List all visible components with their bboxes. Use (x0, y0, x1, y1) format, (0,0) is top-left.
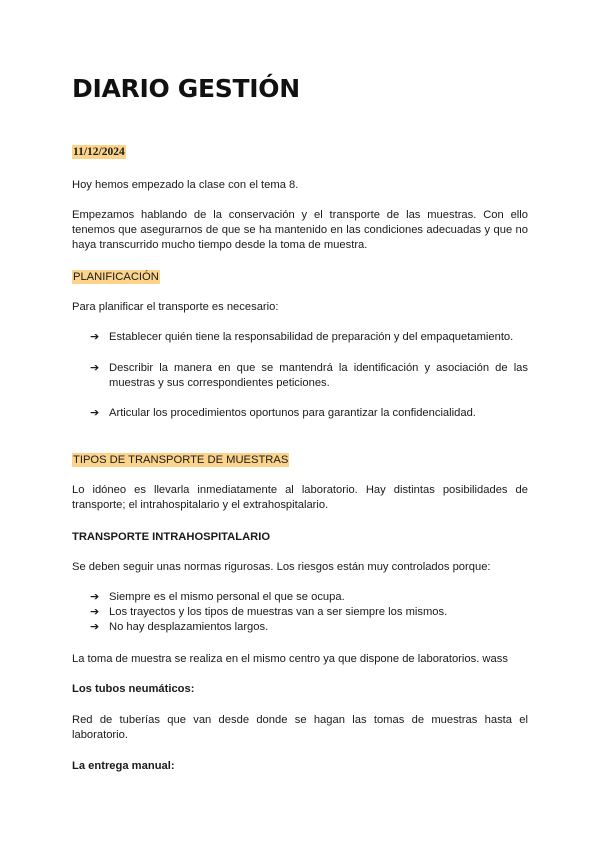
tubos-paragraph: Red de tuberías que van desde donde se hagan las tomas de muestras hasta el laboratorio. (72, 714, 528, 741)
list-item (90, 590, 528, 605)
subheading-tubos-neumaticos: Los tubos neumáticos: (72, 683, 195, 695)
date-highlight: 11/12/2024 (73, 146, 125, 158)
arrow-right-icon: ➔ (90, 621, 100, 633)
list-item-text: Los trayectos y los tipos de muestras van a ser siempre los mismos. (109, 606, 448, 618)
list-item (90, 620, 528, 635)
list-item-text: Articular los procedimientos oportunos para garantizar la confidencialidad. (109, 407, 476, 419)
intrahospitalario-list (90, 590, 528, 635)
note-paragraph: La toma de muestra se realiza en el mismo centro ya que dispone de laboratorios. wass (72, 653, 508, 665)
tipos-highlight: TIPOS DE TRANSPORTE DE MUESTRAS (73, 454, 289, 466)
document-title: DIARIO GESTIÓN (72, 74, 300, 103)
list-item-text: Siempre es el mismo personal el que se ocupa. (109, 591, 345, 603)
arrow-right-icon: ➔ (90, 407, 100, 419)
subheading-entrega-manual: La entrega manual: (72, 760, 175, 772)
date-label (72, 145, 528, 160)
list-item-text: No hay desplazamientos largos. (109, 621, 269, 633)
list-item-text: Establecer quién tiene la responsabilidad de preparación y del empaquetamiento. (109, 331, 514, 343)
arrow-right-icon: ➔ (90, 331, 100, 343)
list-item (90, 330, 528, 345)
planificacion-highlight: PLANIFICACIÓN (73, 271, 159, 283)
arrow-right-icon: ➔ (90, 362, 100, 374)
list-item (90, 406, 528, 421)
planificacion-lead: Para planificar el transporte es necesario: (72, 301, 279, 313)
intro-paragraph: Hoy hemos empezado la clase con el tema 8. (72, 179, 299, 191)
planificacion-list-2 (90, 361, 528, 391)
planificacion-list-1 (90, 330, 528, 345)
intro-paragraph-2: Empezamos hablando de la conservación y el transporte de las muestras. Con ello tenemos que asegurarnos de que se ha mantenido en las condiciones adecuadas y que no haya transcurrido mucho tiempo desde la toma de muestra. (72, 209, 528, 251)
arrow-right-icon: ➔ (90, 606, 100, 618)
list-item (90, 361, 528, 391)
arrow-right-icon: ➔ (90, 591, 100, 603)
intrahospitalario-lead: Se deben seguir unas normas rigurosas. Los riesgos están muy controlados porque: (72, 561, 491, 573)
list-item-text: Describir la manera en que se mantendrá la identificación y asociación de las muestras y sus correspondientes peticiones. (109, 362, 528, 389)
list-item (90, 605, 528, 620)
section-heading-planificacion (72, 270, 528, 285)
tipos-paragraph: Lo idóneo es llevarla inmediatamente al laboratorio. Hay distintas posibilidades de transporte; el intrahospitalario y el extrahospitalario. (72, 484, 528, 511)
section-heading-tipos (72, 453, 528, 468)
planificacion-list-3 (90, 406, 528, 421)
subheading-intrahospitalario: TRANSPORTE INTRAHOSPITALARIO (72, 531, 271, 543)
